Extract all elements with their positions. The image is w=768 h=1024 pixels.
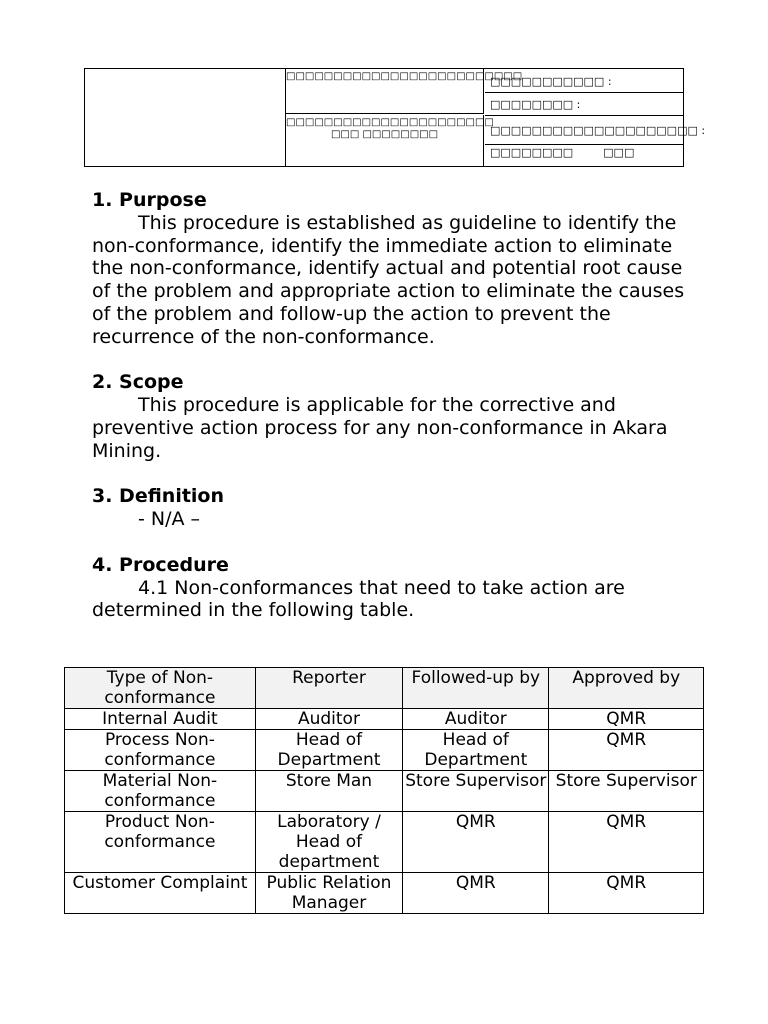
purpose-text: This procedure is established as guideline to identify the non-conformance, identify the immediate action to eliminate the non-conformance, identify actual and potential root cause of the problem and appropriate action to eliminate the causes of the problem and follow-up the action to prevent the recurrence of the non-conformance. bbox=[92, 211, 685, 348]
logo-cell bbox=[85, 69, 286, 166]
nonconformance-table bbox=[64, 667, 704, 914]
table-cell: Process Non-conformance bbox=[65, 730, 256, 771]
document-body bbox=[92, 189, 692, 622]
scope-heading: 2. Scope bbox=[92, 371, 184, 394]
definition-section bbox=[92, 485, 692, 531]
table-cell: Auditor bbox=[255, 709, 402, 730]
procedure-heading: 4. Procedure bbox=[92, 553, 229, 576]
table-cell: QMR bbox=[549, 812, 704, 873]
table-row bbox=[65, 873, 704, 914]
page-field bbox=[485, 145, 683, 166]
table-cell: Product Non-conformance bbox=[65, 812, 256, 873]
page-label: □□□□□□□□ bbox=[490, 146, 574, 159]
procedure-text: 4.1 Non-conformances that need to take action are determined in the following table. bbox=[92, 576, 625, 622]
header-title: □□□□□□□□□□□□□□□□□□□□□□□□□ bbox=[286, 69, 484, 114]
column-header: Type of Non-conformance bbox=[65, 668, 256, 709]
table-cell: Store Supervisor bbox=[549, 771, 704, 812]
table-cell: Material Non-conformance bbox=[65, 771, 256, 812]
column-header: Reporter bbox=[255, 668, 402, 709]
procedure-section bbox=[92, 554, 692, 622]
table-cell: QMR bbox=[403, 812, 549, 873]
table-cell: Store Supervisor bbox=[403, 771, 549, 812]
scope-section bbox=[92, 371, 692, 462]
scope-text: This procedure is applicable for the corrective and preventive action process for any non-conformance in Akara Mining. bbox=[92, 394, 668, 462]
table-cell: QMR bbox=[549, 873, 704, 914]
table-header-row bbox=[65, 668, 704, 709]
revision-field: □□□□□□□□ : bbox=[485, 93, 683, 116]
table-row bbox=[65, 771, 704, 812]
table-cell: Internal Audit bbox=[65, 709, 256, 730]
doc-number-field: □□□□□□□□□□□ : bbox=[485, 69, 683, 93]
page-value: □□□ bbox=[603, 146, 635, 159]
table-cell: QMR bbox=[549, 730, 704, 771]
table-cell: Customer Complaint bbox=[65, 873, 256, 914]
purpose-heading: 1. Purpose bbox=[92, 189, 207, 211]
definition-text: - N/A – bbox=[138, 508, 201, 531]
table-cell: Head of Department bbox=[255, 730, 402, 771]
table-cell: QMR bbox=[403, 873, 549, 914]
purpose-section bbox=[92, 189, 692, 349]
table-row bbox=[65, 709, 704, 730]
table-cell: Head of Department bbox=[403, 730, 549, 771]
table-row bbox=[65, 812, 704, 873]
document-header bbox=[84, 68, 706, 167]
table-cell: QMR bbox=[549, 709, 704, 730]
effective-date-field: □□□□□□□□□□□□□□□□□□□□ : bbox=[485, 116, 683, 145]
table-cell: Store Man bbox=[255, 771, 402, 812]
table-cell: Laboratory / Head of department bbox=[255, 812, 402, 873]
column-header: Followed-up by bbox=[403, 668, 549, 709]
column-header: Approved by bbox=[549, 668, 704, 709]
definition-heading: 3. Definition bbox=[92, 485, 225, 508]
table-cell: Auditor bbox=[403, 709, 549, 730]
header-subtitle: □□□□□□□□□□□□□□□□□□□□□□ □□□ □□□□□□□□ bbox=[286, 115, 484, 166]
table-row bbox=[65, 730, 704, 771]
table-cell: Public Relation Manager bbox=[255, 873, 402, 914]
